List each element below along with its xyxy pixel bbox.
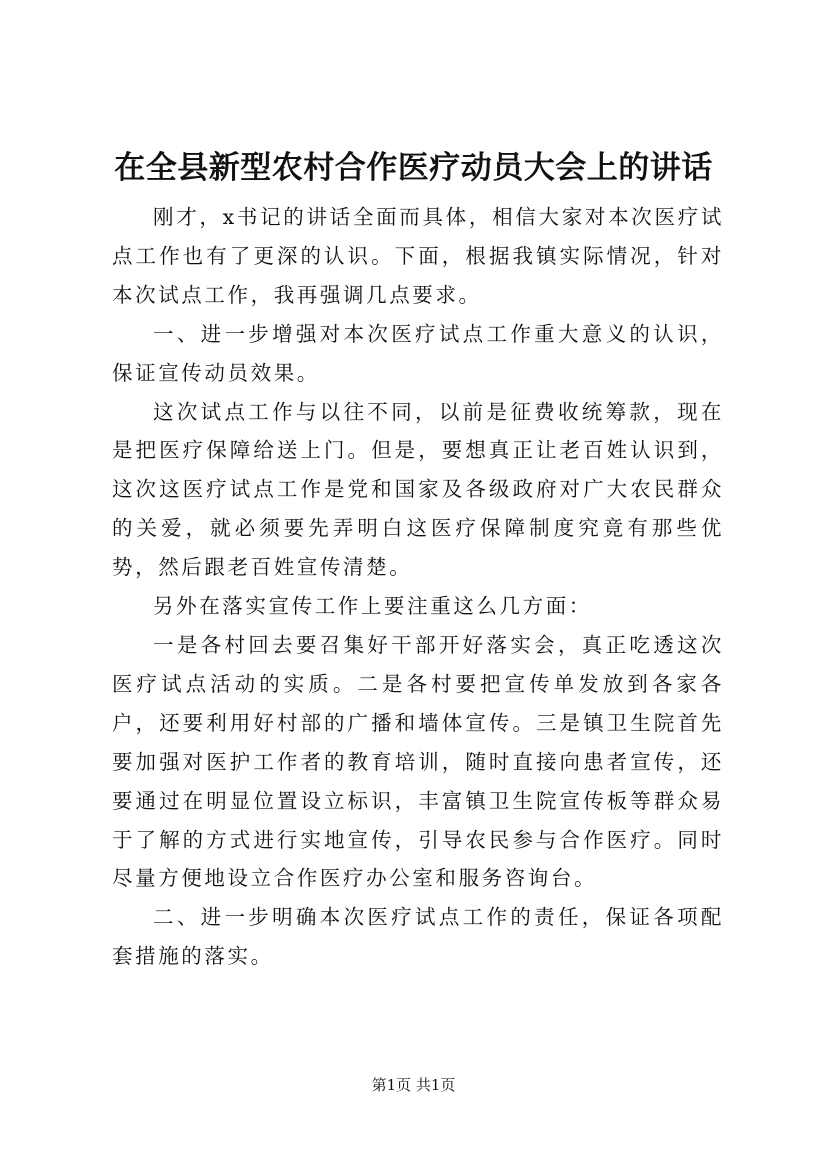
paragraph-pilot-difference: 这次试点工作与以往不同，以前是征费收统筹款，现在是把医疗保障给送上门。但是，要想真正让老百姓认识到，这次这医疗试点工作是党和国家及各级政府对广大农民群众的关爱，就必须要先弄明白这医疗保障制度究竟有那些优势，然后跟老百姓宣传清楚。	[112, 399, 724, 580]
document-title: 在全县新型农村合作医疗动员大会上的讲话	[114, 150, 713, 186]
paragraph-publicity-aspects: 另外在落实宣传工作上要注重这么几方面：	[153, 594, 592, 619]
paragraph-section-two-heading: 二、进一步明确本次医疗试点工作的责任，保证各项配套措施的落实。	[112, 905, 724, 969]
page-number-footer: 第1页 共1页	[371, 1076, 456, 1094]
paragraph-publicity-measures: 一是各村回去要召集好干部开好落实会，真正吃透这次医疗试点活动的实质。二是各村要把宣传单发放到各家各户，还要利用好村部的广播和墙体宣传。三是镇卫生院首先要加强对医护工作者的教育培训，随时直接向患者宣传，还要通过在明显位置设立标识，丰富镇卫生院宣传板等群众易于了解的方式进行实地宣传，引导农民参与合作医疗。同时尽量方便地设立合作医疗办公室和服务咨询台。	[112, 632, 724, 891]
document-body	[112, 198, 724, 976]
paragraph-section-one-heading: 一、进一步增强对本次医疗试点工作重大意义的认识，保证宣传动员效果。	[112, 321, 724, 385]
paragraph-intro: 刚才，x书记的讲话全面而具体，相信大家对本次医疗试点工作也有了更深的认识。下面，根据我镇实际情况，针对本次试点工作，我再强调几点要求。	[112, 205, 724, 307]
